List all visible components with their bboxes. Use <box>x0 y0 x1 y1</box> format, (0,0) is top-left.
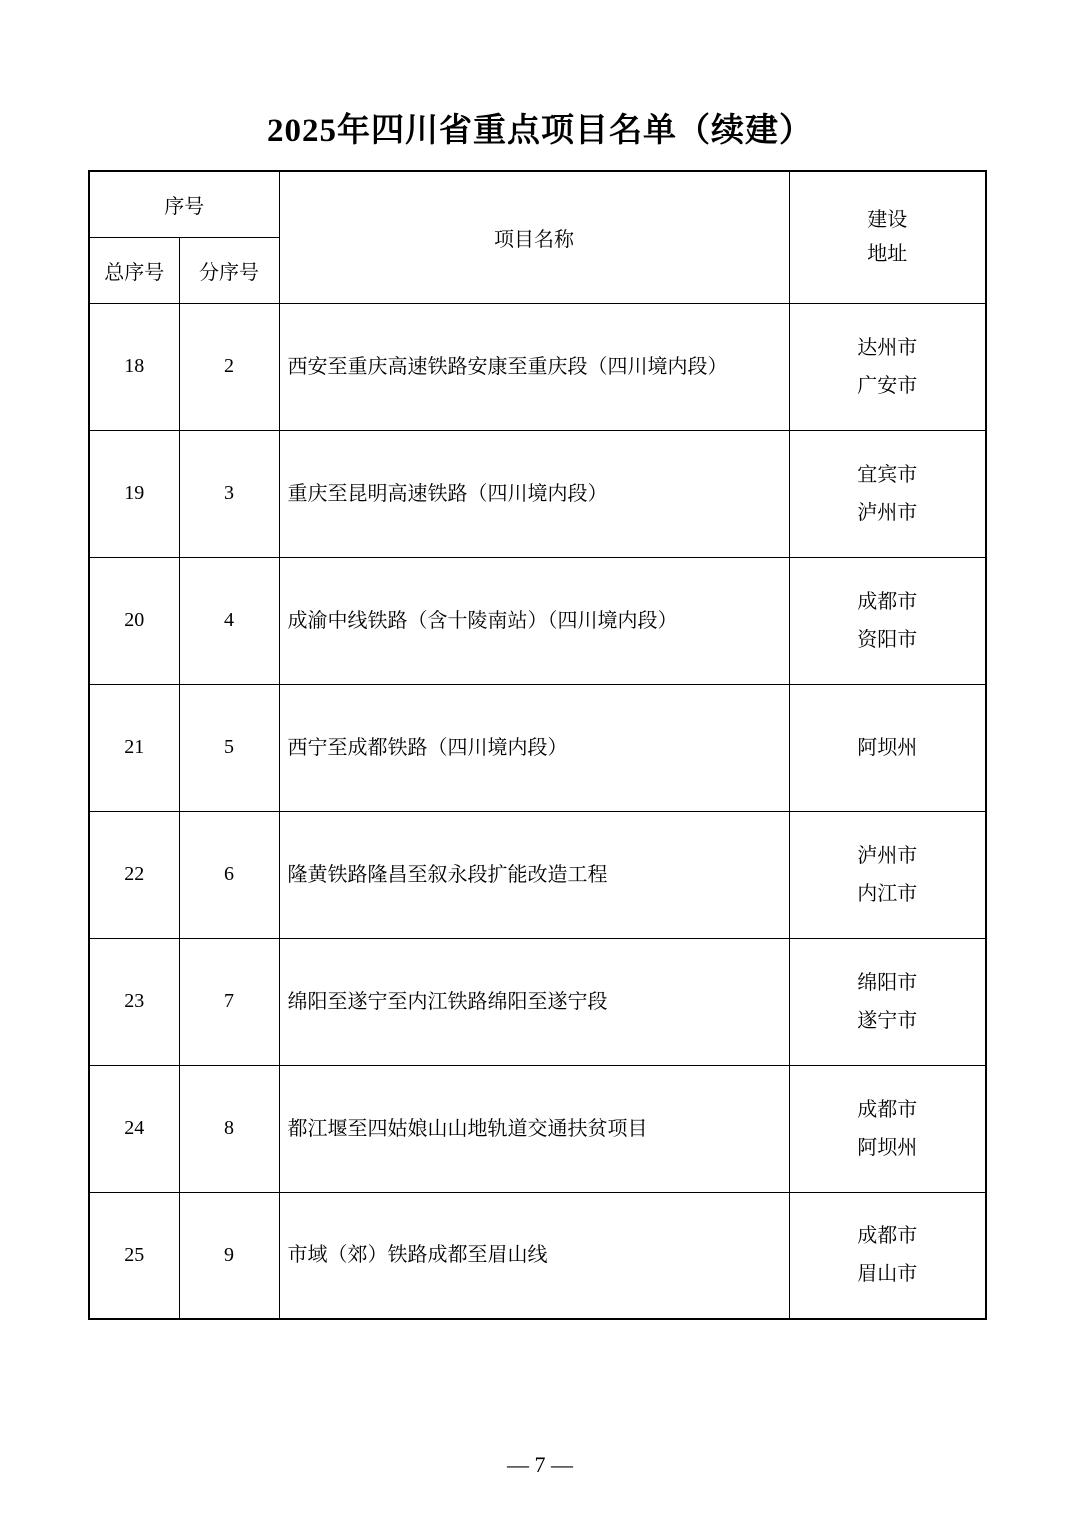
table-row <box>89 1065 986 1192</box>
header-location <box>789 171 986 303</box>
location-line: 泸州市 <box>857 501 918 524</box>
location-line: 广安市 <box>857 374 918 397</box>
location-line: 达州市 <box>857 336 918 359</box>
cell-location <box>789 557 986 684</box>
location-line: 泸州市 <box>857 844 918 867</box>
table-row <box>89 811 986 938</box>
location-line: 遂宁市 <box>857 1009 918 1032</box>
table-row <box>89 938 986 1065</box>
cell-location <box>789 1192 986 1319</box>
cell-sub-seq: 4 <box>179 557 279 684</box>
cell-project-name: 西宁至成都铁路（四川境内段） <box>279 684 789 811</box>
location-line: 阿坝州 <box>857 736 918 759</box>
cell-project-name: 市域（郊）铁路成都至眉山线 <box>279 1192 789 1319</box>
cell-project-name: 都江堰至四姑娘山山地轨道交通扶贫项目 <box>279 1065 789 1192</box>
page-title: 2025年四川省重点项目名单（续建） <box>267 113 813 149</box>
header-total-seq: 总序号 <box>89 237 179 303</box>
page-number: — 7 — <box>507 1452 573 1477</box>
table-row <box>89 557 986 684</box>
cell-total-seq: 20 <box>89 557 179 684</box>
cell-location <box>789 684 986 811</box>
cell-sub-seq: 7 <box>179 938 279 1065</box>
header-sub-seq: 分序号 <box>179 237 279 303</box>
location-line: 绵阳市 <box>857 971 918 994</box>
location-line: 宜宾市 <box>857 463 918 486</box>
table-row <box>89 430 986 557</box>
location-line: 成都市 <box>857 590 918 613</box>
cell-location <box>789 430 986 557</box>
cell-project-name: 西安至重庆高速铁路安康至重庆段（四川境内段） <box>279 303 789 430</box>
cell-total-seq: 18 <box>89 303 179 430</box>
cell-sub-seq: 8 <box>179 1065 279 1192</box>
table-row <box>89 1192 986 1319</box>
cell-sub-seq: 5 <box>179 684 279 811</box>
location-line: 眉山市 <box>857 1263 918 1286</box>
cell-project-name: 绵阳至遂宁至内江铁路绵阳至遂宁段 <box>279 938 789 1065</box>
cell-project-name: 成渝中线铁路（含十陵南站）（四川境内段） <box>279 557 789 684</box>
cell-sub-seq: 9 <box>179 1192 279 1319</box>
location-line: 资阳市 <box>857 628 918 651</box>
cell-location <box>789 303 986 430</box>
cell-sub-seq: 2 <box>179 303 279 430</box>
cell-total-seq: 25 <box>89 1192 179 1319</box>
cell-project-name: 隆黄铁路隆昌至叙永段扩能改造工程 <box>279 811 789 938</box>
cell-total-seq: 24 <box>89 1065 179 1192</box>
cell-location <box>789 811 986 938</box>
location-line: 内江市 <box>857 882 918 905</box>
project-table <box>88 170 987 1320</box>
header-location-line2: 地址 <box>867 243 908 266</box>
cell-total-seq: 22 <box>89 811 179 938</box>
cell-location <box>789 938 986 1065</box>
cell-project-name: 重庆至昆明高速铁路（四川境内段） <box>279 430 789 557</box>
header-seq-group: 序号 <box>89 171 279 237</box>
location-line: 成都市 <box>857 1098 918 1121</box>
header-location-line1: 建设 <box>867 209 908 232</box>
table-body <box>89 303 986 1319</box>
cell-total-seq: 21 <box>89 684 179 811</box>
table-row <box>89 684 986 811</box>
table-header-row-1 <box>89 171 986 237</box>
table-row <box>89 303 986 430</box>
cell-total-seq: 19 <box>89 430 179 557</box>
cell-total-seq: 23 <box>89 938 179 1065</box>
location-line: 成都市 <box>857 1225 918 1248</box>
cell-sub-seq: 6 <box>179 811 279 938</box>
header-project-name: 项目名称 <box>279 171 789 303</box>
cell-location <box>789 1065 986 1192</box>
location-line: 阿坝州 <box>857 1136 918 1159</box>
cell-sub-seq: 3 <box>179 430 279 557</box>
